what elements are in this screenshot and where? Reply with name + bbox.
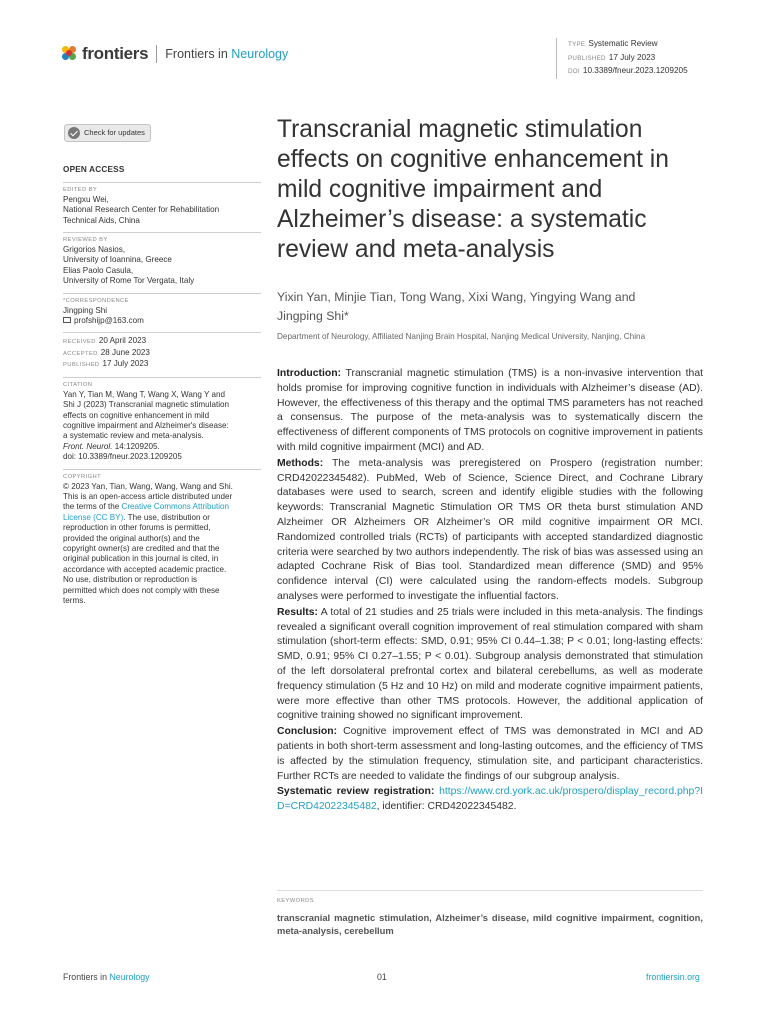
frontiers-logo[interactable] bbox=[62, 44, 288, 64]
reviewer-affiliation: University of Rome Tor Vergata, Italy bbox=[63, 276, 195, 286]
divider bbox=[63, 182, 261, 183]
correspondence-email[interactable]: profshijp@163.com bbox=[63, 316, 261, 326]
frontiers-logo-icon bbox=[62, 46, 78, 62]
article-sidebar bbox=[63, 124, 261, 606]
divider bbox=[63, 377, 261, 378]
author-affiliation: Department of Neurology, Affiliated Nanjing Brain Hospital, Nanjing Medical University, Nanjing, China bbox=[277, 332, 646, 341]
journal-name: Frontiers in Neurology bbox=[165, 47, 289, 61]
citation-doi[interactable]: doi: 10.3389/fneur.2023.1209205 bbox=[63, 452, 182, 462]
divider bbox=[63, 332, 261, 333]
author-list: Yixin Yan, Minjie Tian, Tong Wang, Xixi Wang, Yingying Wang and Jingping Shi* bbox=[277, 290, 636, 323]
abstract-methods: Methods: The meta-analysis was preregistered on Prospero (registration number: CRD42022345482). PubMed, Web of Science, Science Direct, and Cochrane Library databases were used to search, screen and identify eligible studies with the following keywords: Transcranial Magnetic Stimulation OR TMS OR theta burst stimulation AND Alzheimer OR Alzheimers OR Alzheimer’s OR mild cognitive impairment OR MCI. Randomized controlled trials (RCTs) of participants with accepted standardized diagnostic criteria were searched by two authors independently. The risk of bias was assessed using an adapted Cochrane Risk of Bias tool. Standardized mean difference (SMD) and 95% confidence interval (CI) were calculated using the random-effects models. Subgroup analyses were performed to investigate the influential factors. bbox=[277, 457, 703, 602]
brand-name: frontiers bbox=[82, 44, 149, 63]
editor-affiliation: National Research Center for Rehabilitation bbox=[63, 205, 220, 215]
check-updates-button[interactable]: Check for updates bbox=[64, 124, 151, 142]
footer-site-link[interactable]: frontiersin.org bbox=[646, 972, 700, 982]
keywords-divider bbox=[277, 890, 703, 891]
citation-label: CITATION bbox=[63, 381, 93, 388]
published-date: PUBLISHED 17 July 2023 bbox=[63, 359, 149, 369]
footer-journal: Frontiers in Neurology bbox=[63, 972, 150, 982]
article-doi[interactable]: DOI 10.3389/fneur.2023.1209205 bbox=[568, 66, 688, 75]
article-meta-box bbox=[556, 38, 688, 79]
reviewer-affiliation: University of Ioannina, Greece bbox=[63, 255, 172, 265]
divider bbox=[63, 232, 261, 233]
abstract bbox=[277, 367, 703, 816]
cc-license-link[interactable]: Creative Commons Attribution bbox=[121, 502, 229, 512]
registration: Systematic review registration: https://www.crd.york.ac.uk/prospero/display_record.php?ID=CRD42022345482, identifier: CRD42022345482. bbox=[277, 786, 703, 813]
envelope-icon bbox=[63, 317, 71, 323]
page-number: 01 bbox=[377, 972, 387, 982]
article-title: Transcranial magnetic stimulation effects on cognitive enhancement in mild cognitive impairment and Alzheimer’s disease: a systematic review and meta-analysis bbox=[277, 116, 669, 263]
edited-by-label: EDITED BY bbox=[63, 186, 98, 193]
reviewer-name: Elias Paolo Casula, bbox=[63, 265, 134, 275]
copyright-label: COPYRIGHT bbox=[63, 473, 102, 480]
divider bbox=[63, 469, 261, 470]
abstract-results: Results: A total of 21 studies and 25 trials were included in this meta-analysis. The findings revealed a significant overall cognition improvement of real stimulation compared with sham stimulation (short-term effects: SMD, 0.91; 95% CI 0.44–1.38; P < 0.01; long-lasting effects: SMD, 0.91; 95% CI 0.27–1.55; P < 0.01). Subgroup analysis demonstrated that stimulation of the left dorsolateral prefrontal cortex and bilateral cerebellums, as well as moderate frequency stimulation (5 Hz and 10 Hz) on mild and moderate cognitive impairment patients, were more effective than other TMS protocols. However, the additional application of cognitive training showed no significant improvement. bbox=[277, 606, 703, 722]
abstract-conclusion: Conclusion: Cognitive improvement effect of TMS was demonstrated in MCI and AD patients in both short-term assessment and long-lasting outcomes, and the efficiency of TMS is affected by the stimulation frequency, stimulation site, and participant characteristics. Further RCTs are needed to validate the findings of our subgroup analysis. bbox=[277, 726, 703, 782]
correspondence-label: *CORRESPONDENCE bbox=[63, 297, 129, 304]
reviewed-by-label: REVIEWED BY bbox=[63, 237, 108, 244]
keywords-label: KEYWORDS bbox=[277, 898, 315, 904]
keywords: transcranial magnetic stimulation, Alzheimer’s disease, mild cognitive impairment, cognition, meta-analysis, cerebellum bbox=[277, 912, 703, 936]
cc-license-link[interactable]: License (CC BY) bbox=[63, 512, 124, 522]
check-circle-icon bbox=[68, 127, 80, 139]
accepted-date: ACCEPTED 28 June 2023 bbox=[63, 347, 150, 357]
divider bbox=[63, 293, 261, 294]
article-type: TYPE Systematic Review bbox=[568, 39, 658, 48]
article-published: PUBLISHED 17 July 2023 bbox=[568, 52, 656, 62]
editor-affiliation: Technical Aids, China bbox=[63, 215, 140, 225]
citation-text: Yan Y, Tian M, Wang T, Wang X, Wang Y and Shi J (2023) Transcranial magnetic stimulation effects on cognitive enhancement in mild cognitive impairment and Alzheimer's disease: a systematic review and meta-analysis. Front. Neurol. 14:1209205. doi: 10.3389/fneur.2023.1209205 bbox=[63, 390, 261, 463]
open-access-label: OPEN ACCESS bbox=[63, 165, 125, 175]
editor-name: Pengxu Wei, bbox=[63, 194, 109, 204]
copyright-text: © 2023 Yan, Tian, Wang, Wang, Wang and Shi. This is an open-access article distributed under the terms of the Creative Commons Attribution License (CC BY). The use, distribution or reproduction in other forums is permitted, provided the original author(s) and the copyright owner(s) are credited and that the original publication in this journal is cited, in accordance with accepted academic practice. No use, distribution or reproduction is permitted which does not comply with these terms. bbox=[63, 481, 233, 605]
correspondence-name: Jingping Shi bbox=[63, 305, 108, 315]
received-date: RECEIVED 20 April 2023 bbox=[63, 336, 147, 346]
reviewer-name: Grigorios Nasios, bbox=[63, 245, 126, 255]
logo-divider bbox=[156, 45, 157, 63]
prospero-link[interactable]: https://www.crd.york.ac.uk/prospero/display_record.php?ID=CRD42022345482 bbox=[277, 786, 703, 813]
abstract-introduction: Introduction: Transcranial magnetic stimulation (TMS) is a non-invasive intervention that holds promise for improving cognitive function in individuals with Alzheimer’s disease (AD). However, the effectiveness of this therapy and the optimal TMS parameters has not reached a consensus. The purpose of the meta-analysis was to systematically discern the effectiveness of different components of TMS protocols on cognitive improvement in patients with mild cognitive impairment (MCI) and AD. bbox=[277, 368, 703, 453]
